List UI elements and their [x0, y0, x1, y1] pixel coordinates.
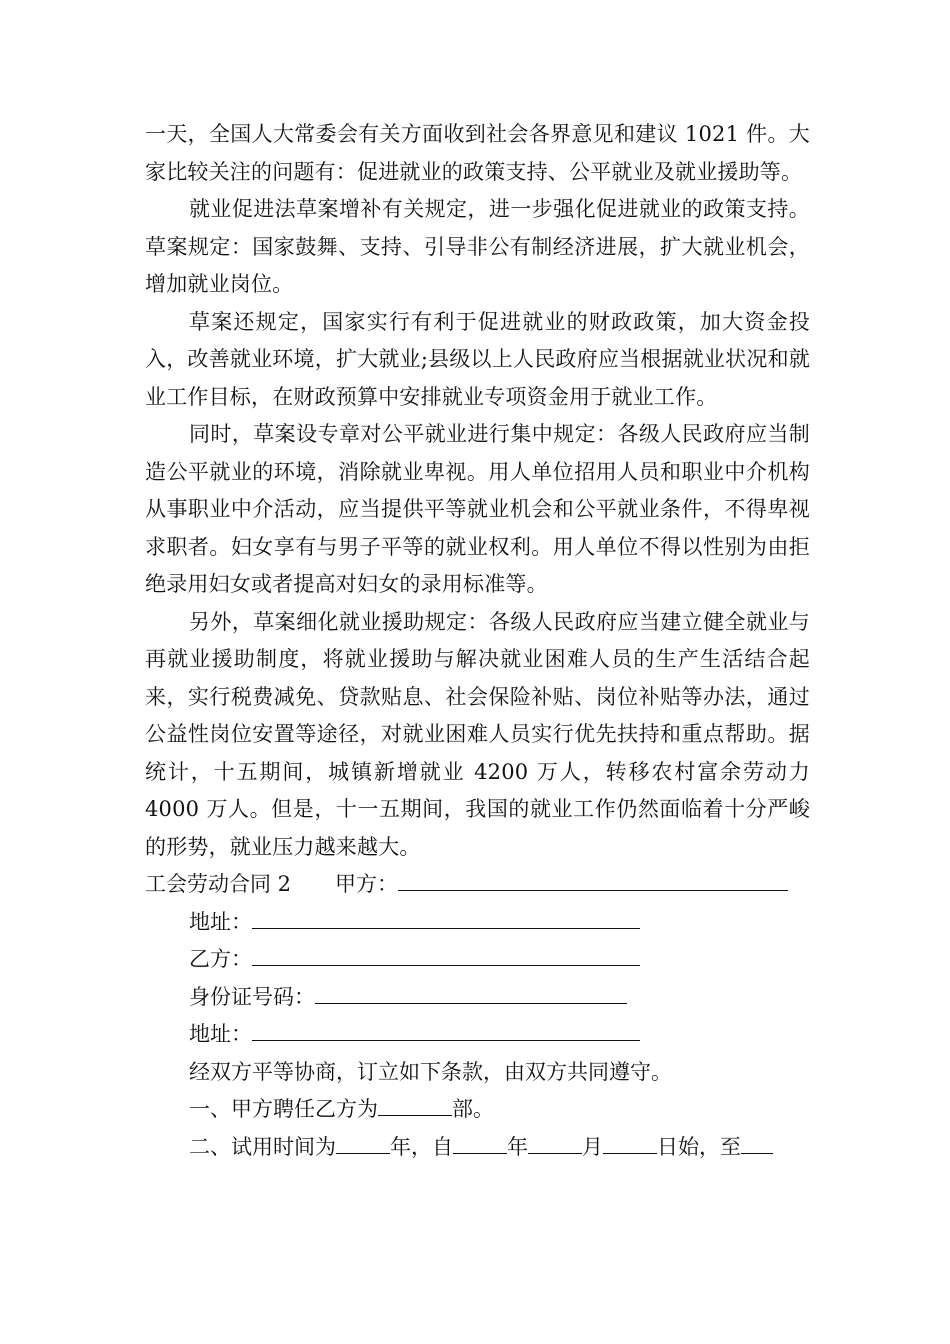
party-a-blank[interactable]: [398, 868, 788, 891]
address1-line: [145, 904, 810, 942]
paragraph-intro: 一天，全国人大常委会有关方面收到社会各界意见和建议 1021 件。大家比较关注的问题有：促进就业的政策支持、公平就业及就业援助等。: [145, 122, 810, 184]
department-blank[interactable]: [378, 1093, 452, 1116]
clause-2-line: [145, 1129, 810, 1167]
paragraph-policy-support: 就业促进法草案增补有关规定，进一步强化促进就业的政策支持。草案规定：国家鼓舞、支持、引导非公有制经济进展，扩大就业机会，增加就业岗位。: [145, 197, 810, 296]
start-day-blank[interactable]: [603, 1131, 657, 1154]
address1-label: 地址：: [189, 909, 252, 934]
id-number-line: [145, 979, 810, 1017]
end-date-blank[interactable]: [741, 1131, 773, 1154]
id-number-blank[interactable]: [315, 981, 627, 1004]
agreement-line: [145, 1054, 810, 1092]
start-year-blank[interactable]: [453, 1131, 507, 1154]
start-month-blank[interactable]: [528, 1131, 582, 1154]
party-b-blank[interactable]: [252, 943, 640, 966]
party-b-line: [145, 941, 810, 979]
contract-title-line: [145, 866, 810, 904]
clause-2-prefix: 二、试用时间为: [189, 1134, 336, 1159]
party-b-label: 乙方：: [189, 947, 252, 971]
clause-2-year2-text: 年: [507, 1134, 528, 1159]
clause-2-day-text: 日始，至: [657, 1134, 741, 1159]
party-a-label: 甲方：: [335, 872, 399, 896]
trial-years-blank[interactable]: [336, 1131, 390, 1154]
id-number-label: 身份证号码：: [189, 984, 315, 1009]
address1-blank[interactable]: [252, 906, 640, 929]
address2-blank[interactable]: [252, 1018, 640, 1041]
contract-title: 工会劳动合同 2: [145, 872, 292, 896]
address2-line: [145, 1016, 810, 1054]
clause-1-prefix: 一、甲方聘任乙方为: [189, 1097, 378, 1121]
clause-2-month-text: 月: [582, 1134, 603, 1159]
document-page: [145, 116, 810, 1166]
clause-1-suffix: 部。: [452, 1097, 494, 1121]
clause-2-year-text: 年，自: [390, 1134, 453, 1159]
agreement-text: 经双方平等协商，订立如下条款，由双方共同遵守。: [189, 1059, 672, 1084]
paragraph-fair-employment: 同时，草案设专章对公平就业进行集中规定：各级人民政府应当制造公平就业的环境，消除就业卑视。用人单位招用人员和职业中介机构从事职业中介活动，应当提供平等就业机会和公平就业条件，不得卑视求职者。妇女享有与男子平等的就业权利。用人单位不得以性别为由拒绝录用妇女或者提高对妇女的录用标准等。: [145, 422, 810, 596]
paragraph-employment-aid: 另外，草案细化就业援助规定：各级人民政府应当建立健全就业与再就业援助制度，将就业援助与解决就业困难人员的生产生活结合起来，实行税费减免、贷款贴息、社会保险补贴、岗位补贴等办法，通过公益性岗位安置等途径，对就业困难人员实行优先扶持和重点帮助。据统计，十五期间，城镇新增就业 4200 万人，转移农村富余劳动力 4000 万人。但是，十一五期间，我国的就业工作仍然面临着十分严峻的形势，就业压力越来越大。: [145, 609, 810, 859]
paragraph-fiscal-policy: 草案还规定，国家实行有利于促进就业的财政政策，加大资金投入，改善就业环境，扩大就业;县级以上人民政府应当根据就业状况和就业工作目标，在财政预算中安排就业专项资金用于就业工作。: [145, 309, 810, 409]
address2-label: 地址：: [189, 1022, 252, 1046]
clause-1-line: [145, 1091, 810, 1129]
